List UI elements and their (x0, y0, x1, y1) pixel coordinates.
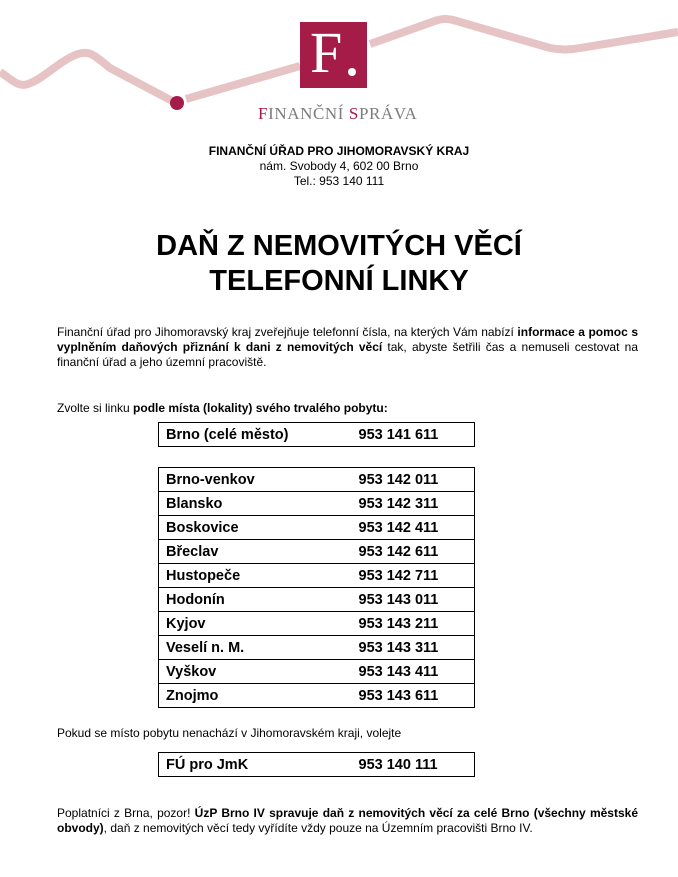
table-row (159, 660, 475, 684)
location-cell: Veselí n. M. (159, 636, 359, 660)
note-text-start: Poplatníci z Brna, pozor! (57, 806, 195, 820)
table-row (159, 540, 475, 564)
brno-phone-table (158, 422, 475, 447)
location-cell: Brno (celé město) (159, 423, 359, 447)
location-cell: Boskovice (159, 516, 359, 540)
brno-taxpayers-note (57, 806, 638, 836)
phone-number-cell: 953 142 011 (359, 468, 475, 492)
choose-text-regular: Zvolte si linku (57, 401, 134, 415)
phone-number-cell: 953 143 011 (359, 588, 475, 612)
note-text-end: , daň z nemovitých věcí tedy vyřídíte vždy pouze na Územním pracovišti Brno IV. (103, 821, 533, 835)
brand-initial-f: F (258, 104, 269, 123)
table-row (159, 612, 475, 636)
table-row (159, 636, 475, 660)
logo-dot-marker (170, 96, 184, 110)
phone-number-cell: 953 141 611 (359, 423, 475, 447)
logo-period (348, 68, 356, 76)
table-row (159, 468, 475, 492)
regional-office-phone-table (158, 752, 475, 777)
intro-text-bold: informace a pomoc s vyplněním daňových přiznání k dani z nemovitých věcí (57, 325, 638, 354)
location-cell: Hustopeče (159, 564, 359, 588)
intro-text-start: Finanční úřad pro Jihomoravský kraj zveřejňuje telefonní čísla, na kterých Vám nabízí (57, 325, 518, 339)
phone-number-cell: 953 143 611 (359, 684, 475, 708)
location-cell: Kyjov (159, 612, 359, 636)
office-header (0, 144, 678, 189)
title-line-1: DAŇ Z NEMOVITÝCH VĚCÍ (156, 230, 522, 262)
table-row (159, 423, 475, 447)
phone-number-cell: 953 142 411 (359, 516, 475, 540)
table-row (159, 588, 475, 612)
location-cell: Vyškov (159, 660, 359, 684)
phone-number-cell: 953 143 411 (359, 660, 475, 684)
phone-number-cell: 953 142 311 (359, 492, 475, 516)
logo-letter: F (310, 20, 343, 85)
page-title (0, 229, 678, 299)
phone-number-cell: 953 142 711 (359, 564, 475, 588)
office-phone: Tel.: 953 140 111 (293, 174, 385, 188)
office-name: FINANČNÍ ÚŘAD PRO JIHOMORAVSKÝ KRAJ (208, 144, 470, 158)
intro-paragraph (57, 325, 638, 370)
location-cell: Brno-venkov (159, 468, 359, 492)
brand-initial-s: S (348, 104, 359, 123)
brand-word2-rest: PRÁVA (358, 104, 418, 123)
title-line-2: TELEFONNÍ LINKY (209, 265, 469, 297)
location-cell: Břeclav (159, 540, 359, 564)
choose-text-bold: podle místa (lokality) svého trvalého pobytu: (133, 401, 388, 415)
brand-name (258, 104, 428, 124)
outside-region-instruction: Pokud se místo pobytu nenachází v Jihomoravském kraji, volejte (57, 726, 402, 740)
location-cell: FÚ pro JmK (159, 753, 359, 777)
office-address: nám. Svobody 4, 602 00 Brno (259, 159, 419, 173)
phone-number-cell: 953 140 111 (359, 753, 475, 777)
district-phone-table (158, 467, 475, 708)
brand-word1-rest: INANČNÍ (268, 104, 349, 123)
table-row (159, 753, 475, 777)
phone-number-cell: 953 143 311 (359, 636, 475, 660)
table-row (159, 684, 475, 708)
note-text-bold: ÚzP Brno IV spravuje daň z nemovitých věcí za celé Brno (všechny městské obvody) (57, 806, 638, 835)
logo-mark (300, 22, 367, 88)
table-row (159, 516, 475, 540)
phone-number-cell: 953 142 611 (359, 540, 475, 564)
table-row (159, 492, 475, 516)
location-cell: Znojmo (159, 684, 359, 708)
choose-line-instruction (57, 401, 388, 416)
intro-text-end: tak, abyste šetřili čas a nemuseli cestovat na finanční úřad a jeho územní pracoviště. (57, 340, 638, 369)
location-cell: Hodonín (159, 588, 359, 612)
location-cell: Blansko (159, 492, 359, 516)
table-row (159, 564, 475, 588)
phone-number-cell: 953 143 211 (359, 612, 475, 636)
